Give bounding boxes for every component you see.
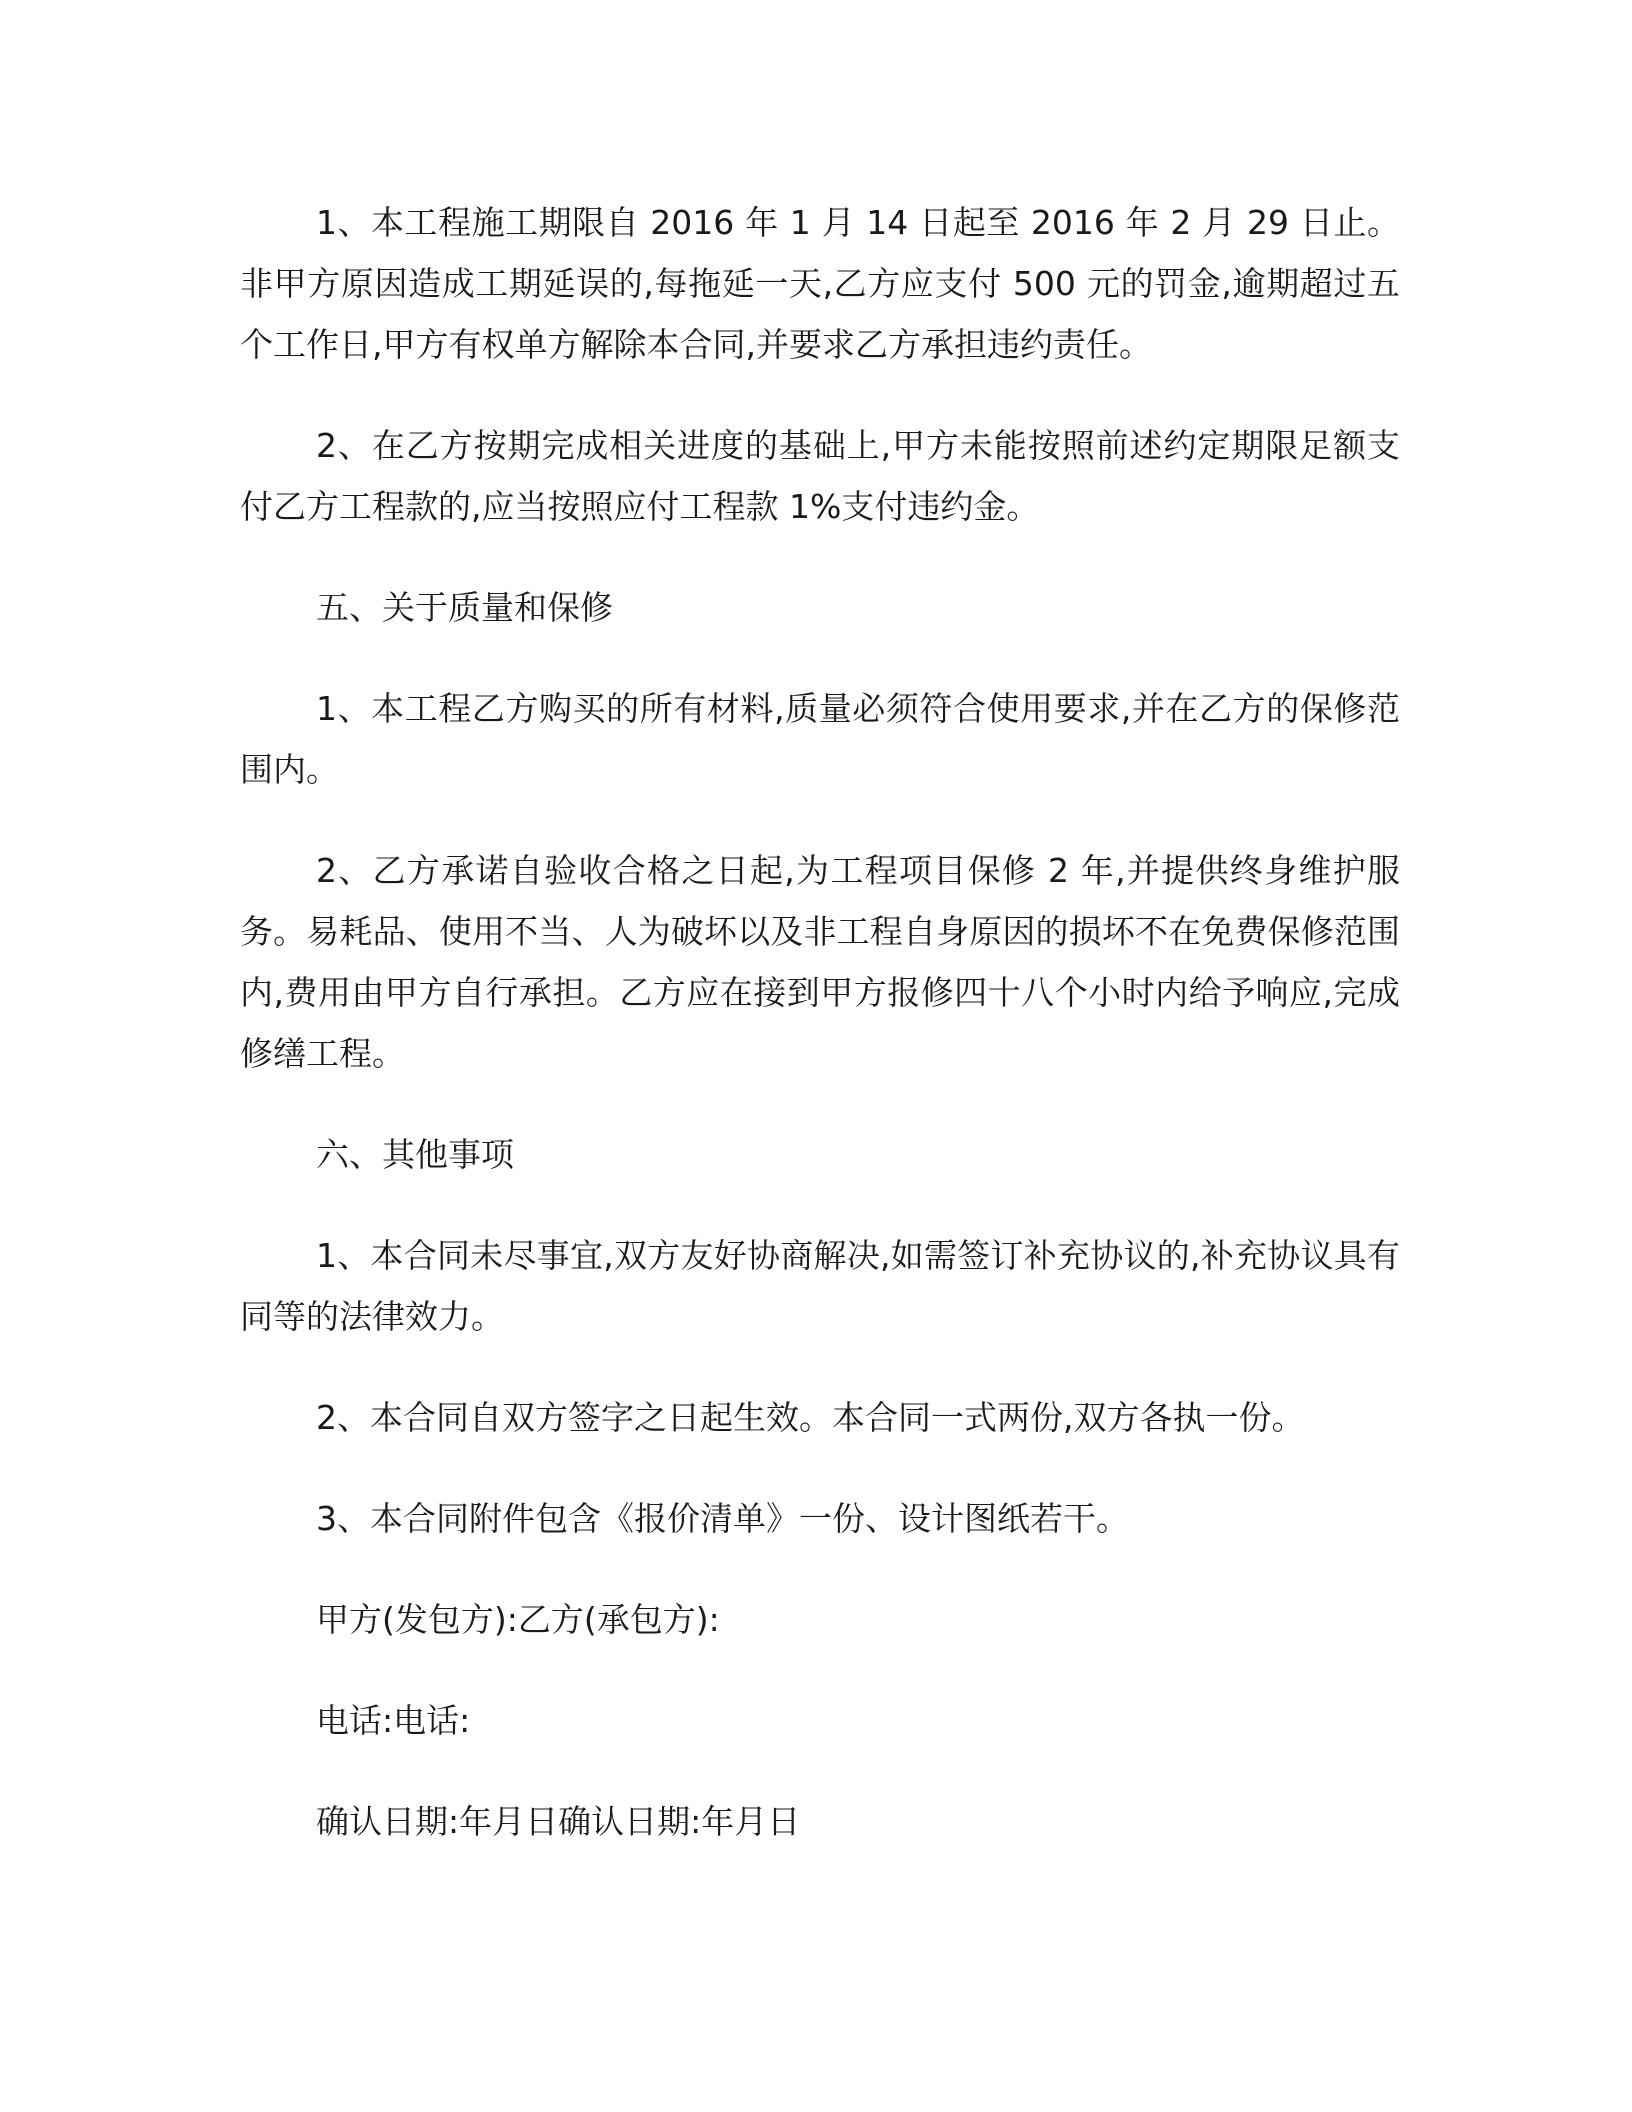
clause-construction-period: 1、本工程施工期限自 2016 年 1 月 14 日起至 2016 年 2 月 29 日止。非甲方原因造成工期延误的,每拖延一天,乙方应支付 500 元的罚金,逾期超过五个工作日,甲方有权单方解除本合同,并要求乙方承担违约责任。 bbox=[240, 203, 1400, 364]
clause-materials-quality: 1、本工程乙方购买的所有材料,质量必须符合使用要求,并在乙方的保修范围内。 bbox=[240, 689, 1400, 789]
clause-warranty-service: 2、乙方承诺自验收合格之日起,为工程项目保修 2 年,并提供终身维护服务。易耗品、使用不当、人为破坏以及非工程自身原因的损坏不在免费保修范围内,费用由甲方自行承担。乙方应在接到甲方报修四十八个小时内给予响应,完成修缮工程。 bbox=[240, 851, 1400, 1073]
signature-phones: 电话:电话: bbox=[316, 1701, 471, 1740]
clause-effective-copies: 2、本合同自双方签字之日起生效。本合同一式两份,双方各执一份。 bbox=[316, 1398, 1305, 1437]
clause-late-payment: 2、在乙方按期完成相关进度的基础上,甲方未能按照前述约定期限足额支付乙方工程款的,应当按照应付工程款 1%支付违约金。 bbox=[240, 426, 1400, 526]
section-heading-other-matters: 六、其他事项 bbox=[316, 1135, 514, 1174]
clause-supplementary-agreement: 1、本合同未尽事宜,双方友好协商解决,如需签订补充协议的,补充协议具有同等的法律效力。 bbox=[240, 1236, 1400, 1336]
signature-dates: 确认日期:年月日确认日期:年月日 bbox=[316, 1802, 801, 1841]
signature-parties: 甲方(发包方):乙方(承包方): bbox=[316, 1600, 720, 1639]
document-page bbox=[240, 192, 1400, 1892]
clause-attachments: 3、本合同附件包含《报价清单》一份、设计图纸若干。 bbox=[316, 1499, 1129, 1538]
section-heading-quality-warranty: 五、关于质量和保修 bbox=[316, 588, 613, 627]
